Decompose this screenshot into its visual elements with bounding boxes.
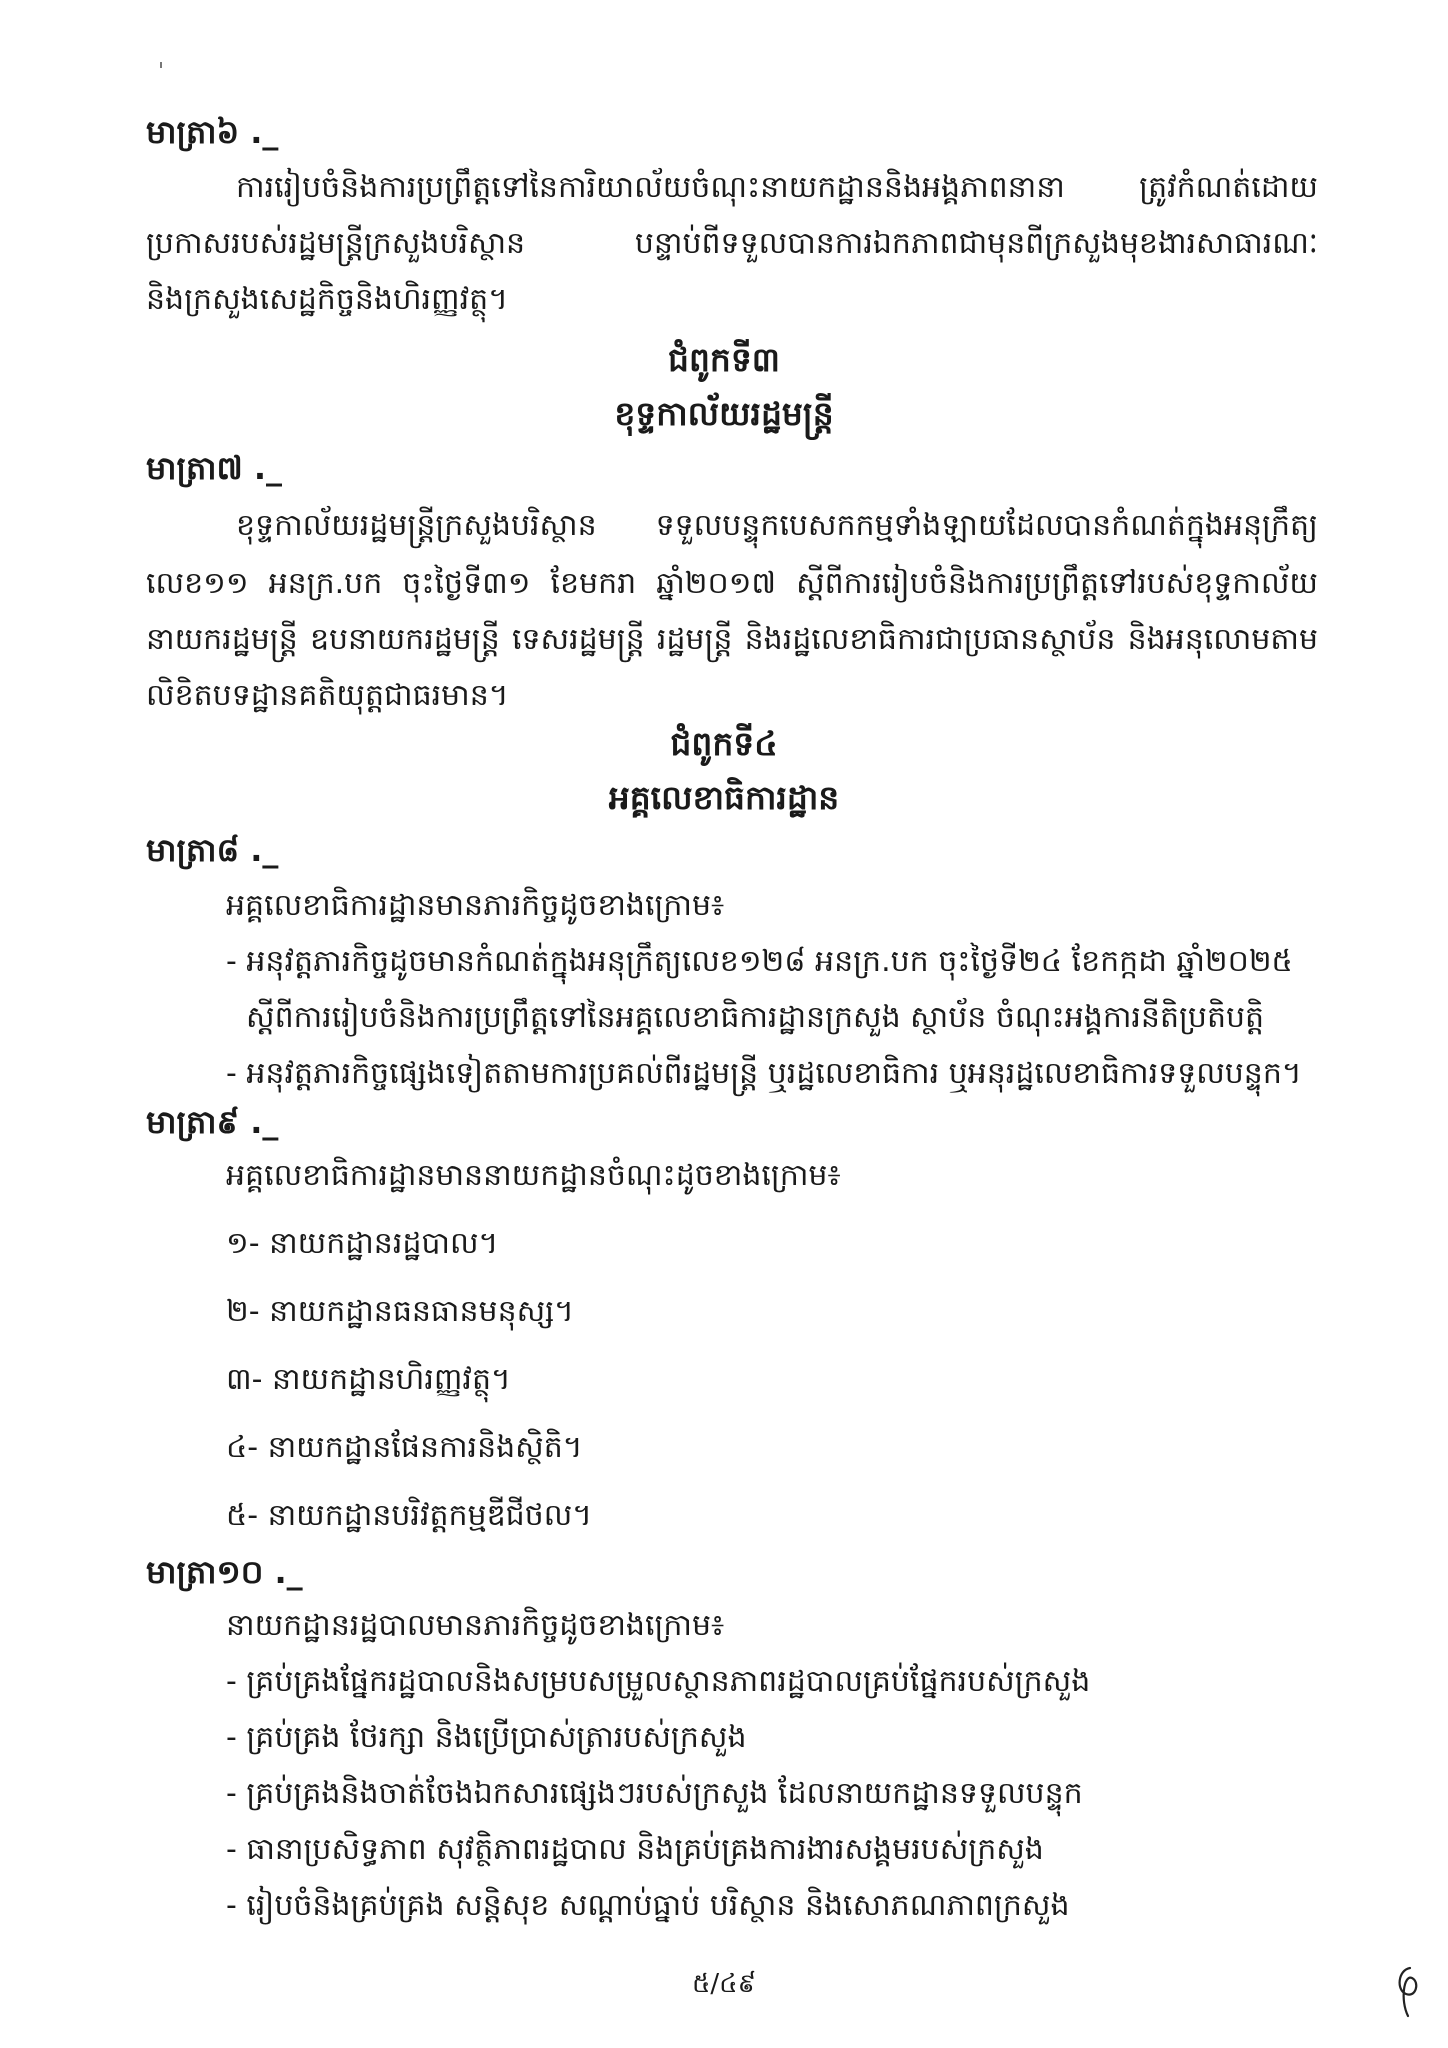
- article-7-line-1: ខុទ្ទកាល័យរដ្ឋមន្ត្រីក្រសួងបរិស្ថាន ទទួលបន្ទុកបេសកកម្មទាំងឡាយដែលបានកំណត់ក្នុងអនុក្រឹត្យ: [236, 508, 1318, 543]
- article-8-item-1-cont: ស្តីពីការរៀបចំនិងការប្រព្រឹត្តទៅនៃអគ្គលេខាធិការដ្ឋានក្រសួង ស្ថាប័ន ចំណុះអង្គការនីតិប្រតិបត្តិ: [246, 1000, 1265, 1035]
- article-10-item-5: - រៀបចំនិងគ្រប់គ្រង សន្តិសុខ សណ្តាប់ធ្នាប់ បរិស្ថាន និងសោភណភាពក្រសួង: [226, 1888, 1070, 1923]
- page-number: ៥/៤៩: [692, 1969, 756, 1999]
- article-7-line-3: នាយករដ្ឋមន្ត្រី ឧបនាយករដ្ឋមន្ត្រី ទេសរដ្ឋមន្ត្រី រដ្ឋមន្ត្រី និងរដ្ឋលេខាធិការជាប្រធានស្ថាប័ន និងអនុលោមតាម: [146, 622, 1318, 657]
- chapter-4-subtitle: អគ្គលេខាធិការដ្ឋាន: [608, 778, 840, 817]
- article-10-item-3: - គ្រប់គ្រងនិងចាត់ចែងឯកសារផ្សេងៗរបស់ក្រសួង ដែលនាយកដ្ឋានទទួលបន្ទុក: [226, 1776, 1083, 1811]
- article-9-heading: មាត្រា៩ ._: [146, 1103, 279, 1141]
- chapter-3-subtitle: ខុទ្ទកាល័យរដ្ឋមន្ត្រី: [614, 394, 834, 433]
- handwritten-initial-mark: [1390, 1960, 1426, 2020]
- article-9-item-2: ២- នាយកដ្ឋានធនធានមនុស្ស។: [226, 1294, 574, 1329]
- article-7-line-4: លិខិតបទដ្ឋានគតិយុត្តជាធរមាន។: [146, 678, 509, 713]
- article-10-heading: មាត្រា១០ ._: [146, 1553, 303, 1591]
- article-9-intro: អគ្គលេខាធិការដ្ឋានមាននាយកដ្ឋានចំណុះដូចខាងក្រោម៖: [226, 1158, 841, 1193]
- article-8-item-1: - អនុវត្តភារកិច្ចដូចមានកំណត់ក្នុងអនុក្រឹត្យលេខ១២៨ អនក្រ.បក ចុះថ្ងៃទី២៤ ខែកក្កដា ឆ្នាំ២០២៥: [226, 944, 1293, 979]
- article-9-item-3: ៣- នាយកដ្ឋានហិរញ្ញវត្ថុ។: [226, 1362, 511, 1397]
- article-10-intro: នាយកដ្ឋានរដ្ឋបាលមានភារកិច្ចដូចខាងក្រោម៖: [226, 1608, 725, 1643]
- chapter-3-title: ជំពូកទី៣: [668, 340, 780, 379]
- article-9-item-4: ៤- នាយកដ្ឋានផែនការនិងស្ថិតិ។: [226, 1430, 583, 1465]
- article-6-line-3: និងក្រសួងសេដ្ឋកិច្ចនិងហិរញ្ញវត្ថុ។: [146, 282, 508, 317]
- article-8-intro: អគ្គលេខាធិការដ្ឋានមានភារកិច្ចដូចខាងក្រោម៖: [226, 888, 725, 923]
- article-9-item-1: ១- នាយកដ្ឋានរដ្ឋបាល។: [226, 1226, 499, 1261]
- article-10-item-2: - គ្រប់គ្រង ថែរក្សា និងប្រើប្រាស់ត្រារបស់ក្រសួង: [226, 1720, 747, 1755]
- chapter-4-title: ជំពូកទី៤: [670, 724, 778, 763]
- article-8-item-2: - អនុវត្តភារកិច្ចផ្សេងទៀតតាមការប្រគល់ពីរដ្ឋមន្ត្រី ឬរដ្ឋលេខាធិការ ឬអនុរដ្ឋលេខាធិការទទួលបន្ទុក។: [226, 1056, 1302, 1091]
- article-10-item-1: - គ្រប់គ្រងផ្នែករដ្ឋបាលនិងសម្របសម្រួលស្ថានភាពរដ្ឋបាលគ្រប់ផ្នែករបស់ក្រសួង: [226, 1664, 1091, 1699]
- article-10-item-4: - ធានាប្រសិទ្ធភាព សុវត្ថិភាពរដ្ឋបាល និងគ្រប់គ្រងការងារសង្គមរបស់ក្រសួង: [226, 1832, 1044, 1867]
- article-8-heading: មាត្រា៨ ._: [146, 831, 279, 869]
- article-6-line-1: ការរៀបចំនិងការប្រព្រឹត្តទៅនៃការិយាល័យចំណុះនាយកដ្ឋាននិងអង្គភាពនានា ត្រូវកំណត់ដោយ: [236, 170, 1318, 205]
- article-9-item-5: ៥- នាយកដ្ឋានបរិវត្តកម្មឌីជីថល។: [226, 1498, 593, 1533]
- article-6-line-2: ប្រកាសរបស់រដ្ឋមន្ត្រីក្រសួងបរិស្ថាន បន្ទាប់ពីទទួលបានការឯកភាពជាមុនពីក្រសួងមុខងារសាធារណៈ: [146, 226, 1318, 261]
- scan-mark: [160, 62, 162, 68]
- article-6-heading: មាត្រា៦ ._: [146, 113, 279, 151]
- article-7-line-2: លេខ១១ អនក្រ.បក ចុះថ្ងៃទី៣១ ខែមករា ឆ្នាំ២០១៧ ស្តីពីការរៀបចំនិងការប្រព្រឹត្តទៅរបស់ខុទ្ទកាល័យ: [146, 566, 1318, 601]
- article-7-heading: មាត្រា៧ ._: [146, 449, 283, 487]
